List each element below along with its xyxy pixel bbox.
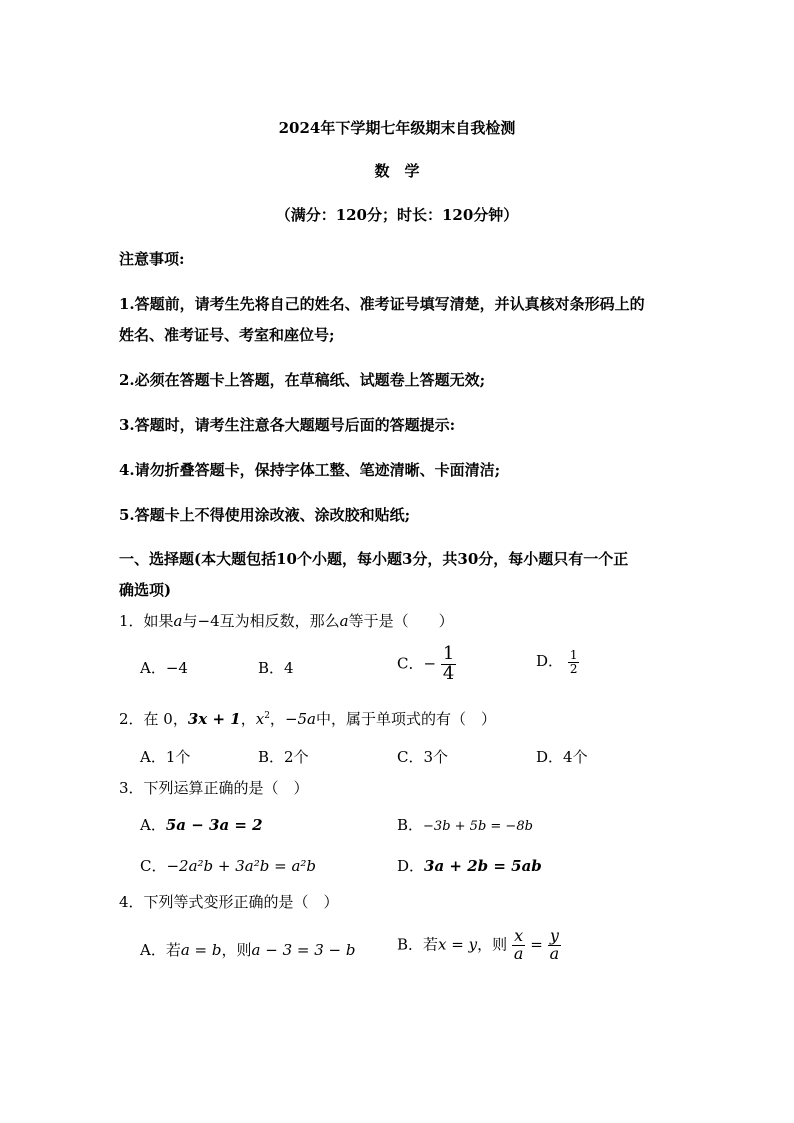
exam-title: 2024年下学期七年级期末自我检测: [278, 119, 516, 137]
note-item-3: 3.答题时，请考生注意各大题题号后面的答题提示:: [119, 416, 456, 434]
question-2-option-d: D．4个: [536, 748, 588, 766]
question-1-option-a: A．−4: [140, 659, 188, 677]
notes-heading: 注意事项:: [119, 250, 185, 268]
note-item-1-line-2: 姓名、准考证号、考室和座位号;: [119, 326, 335, 344]
fraction-one-quarter: $\frac{1}{4}$: [442, 643, 455, 684]
question-3-option-d: D．3a + 2b = 5ab: [397, 857, 542, 875]
question-1-option-c: C．− $\frac{1}{4}$: [397, 643, 455, 684]
question-3-option-b: B．−3b + 5b = −8b: [397, 816, 533, 834]
question-3-option-c: C．−2a²b + 3a²b = a²b: [140, 857, 317, 875]
question-4-option-a: A．若a = b，则a − 3 = 3 − b: [140, 941, 356, 959]
question-3-option-a: A．5a − 3a = 2: [140, 816, 263, 834]
note-item-2: 2.必须在答题卡上答题，在草稿纸、试题卷上答题无效;: [119, 371, 486, 389]
question-2-option-b: B．2个: [258, 748, 309, 766]
note-item-5: 5.答题卡上不得使用涂改液、涂改胶和贴纸;: [119, 506, 411, 524]
question-3-stem: 3．下列运算正确的是（ ）: [119, 779, 309, 797]
section-heading-line-2: 确选项): [119, 581, 172, 599]
section-heading-line-1: 一、选择题(本大题包括10个小题，每小题3分，共30分，每小题只有一个正: [119, 550, 629, 568]
fraction-y-over-a: $\frac{y}{a}$: [549, 926, 560, 963]
note-item-4: 4.请勿折叠答题卡，保持字体工整、笔迹清晰、卡面清洁;: [119, 461, 501, 479]
question-4-stem: 4．下列等式变形正确的是（ ）: [119, 893, 339, 911]
question-1-option-b: B．4: [258, 659, 294, 677]
exam-info: （满分：120分；时长：120分钟）: [275, 206, 519, 224]
question-4-option-b: B．若x = y，则 $\frac{x}{a}$ = $\frac{y}{a}$: [397, 926, 560, 963]
question-1-option-d: D． $\frac{1}{2}$: [536, 648, 578, 676]
fraction-x-over-a: $\frac{x}{a}$: [513, 926, 524, 963]
question-2-option-c: C．3个: [397, 748, 449, 766]
question-1-stem: 1．如果a与−4互为相反数，那么a等于是（ ）: [119, 612, 454, 630]
note-item-1-line-1: 1.答题前，请考生先将自己的姓名、准考证号填写清楚，并认真核对条形码上的: [119, 295, 645, 313]
fraction-one-half: $\frac{1}{2}$: [569, 648, 578, 676]
subject-title: 数 学: [374, 162, 420, 180]
question-2-option-a: A．1个: [140, 748, 191, 766]
question-2-stem: 2．在 0，3x + 1，$x^2$，−5a中，属于单项式的有（ ）: [119, 710, 497, 728]
